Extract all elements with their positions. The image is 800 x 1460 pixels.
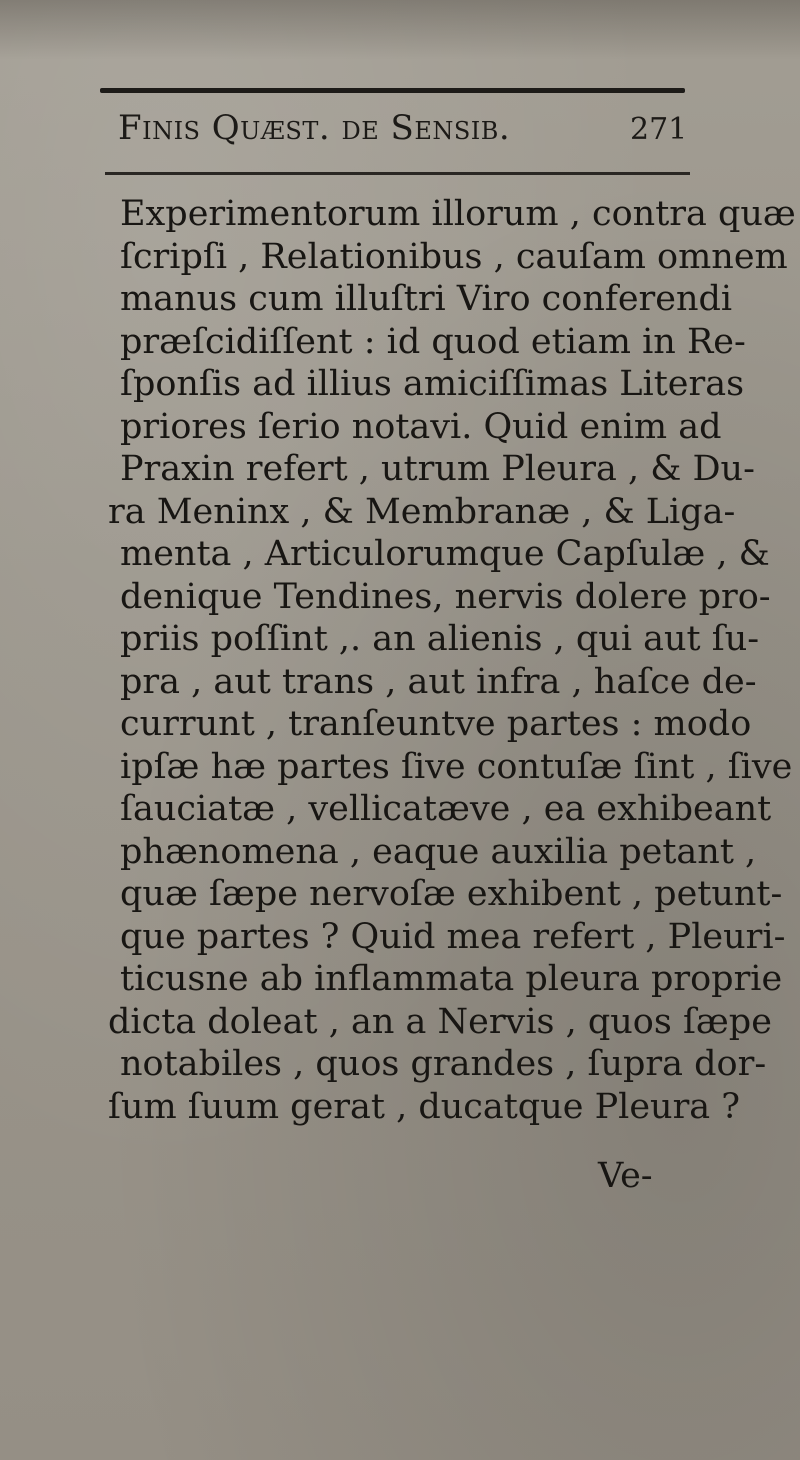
text-line: ſum ſuum gerat , ducatque Pleura ? bbox=[108, 1086, 741, 1127]
text-line: ſauciatæ , vellicatæve , ea exhibeant bbox=[120, 789, 772, 829]
text-line: ſcripſi , Relationibus , cauſam omnem bbox=[120, 236, 788, 277]
page-number: 271 bbox=[630, 112, 688, 147]
header-rule-top bbox=[100, 88, 685, 93]
text-line: phænomena , eaque auxilia petant , bbox=[120, 831, 757, 872]
text-line: ipſæ hæ partes ſive contuſæ ſint , ſive bbox=[120, 746, 793, 787]
text-line: pra , aut trans , aut infra , haſce de- bbox=[120, 661, 757, 702]
running-header bbox=[118, 108, 698, 158]
text-line: priis poſſint ,. an alienis , qui aut ſu- bbox=[120, 619, 760, 659]
text-line: ra Meninx , & Membranæ , & Liga- bbox=[108, 491, 736, 532]
page-edge-shadow bbox=[0, 0, 800, 60]
text-line: que partes ? Quid mea refert , Pleuri- bbox=[120, 916, 786, 957]
text-line: ticusne ab inflammata pleura proprie bbox=[120, 959, 783, 999]
text-line: currunt , tranſeuntve partes : modo bbox=[120, 704, 752, 744]
text-line: præſcidiſſent : id quod etiam in Re- bbox=[120, 321, 746, 362]
text-line: priores ſerio notavi. Quid enim ad bbox=[120, 406, 722, 447]
catchword: Ve- bbox=[598, 1156, 653, 1196]
running-title: Finis Quæst. de Sensib. bbox=[118, 108, 511, 148]
text-line: menta , Articulorumque Capſulæ , & bbox=[120, 534, 770, 574]
text-line: dicta doleat , an a Nervis , quos ſæpe bbox=[108, 1001, 772, 1042]
body-text bbox=[108, 193, 796, 1128]
header-rule-bottom bbox=[105, 172, 690, 175]
text-line: denique Tendines, nervis dolere pro- bbox=[120, 576, 771, 617]
text-line: quæ ſæpe nervoſæ exhibent , petunt- bbox=[120, 874, 783, 914]
text-line: ſponſis ad illius amiciſſimas Literas bbox=[120, 364, 745, 404]
text-line: Praxin refert , utrum Pleura , & Du- bbox=[120, 449, 755, 489]
text-line: notabiles , quos grandes , ſupra dor- bbox=[120, 1044, 767, 1084]
text-line: Experimentorum illorum , contra quæ bbox=[120, 194, 796, 234]
text-line: manus cum illuſtri Viro conferendi bbox=[120, 279, 733, 319]
